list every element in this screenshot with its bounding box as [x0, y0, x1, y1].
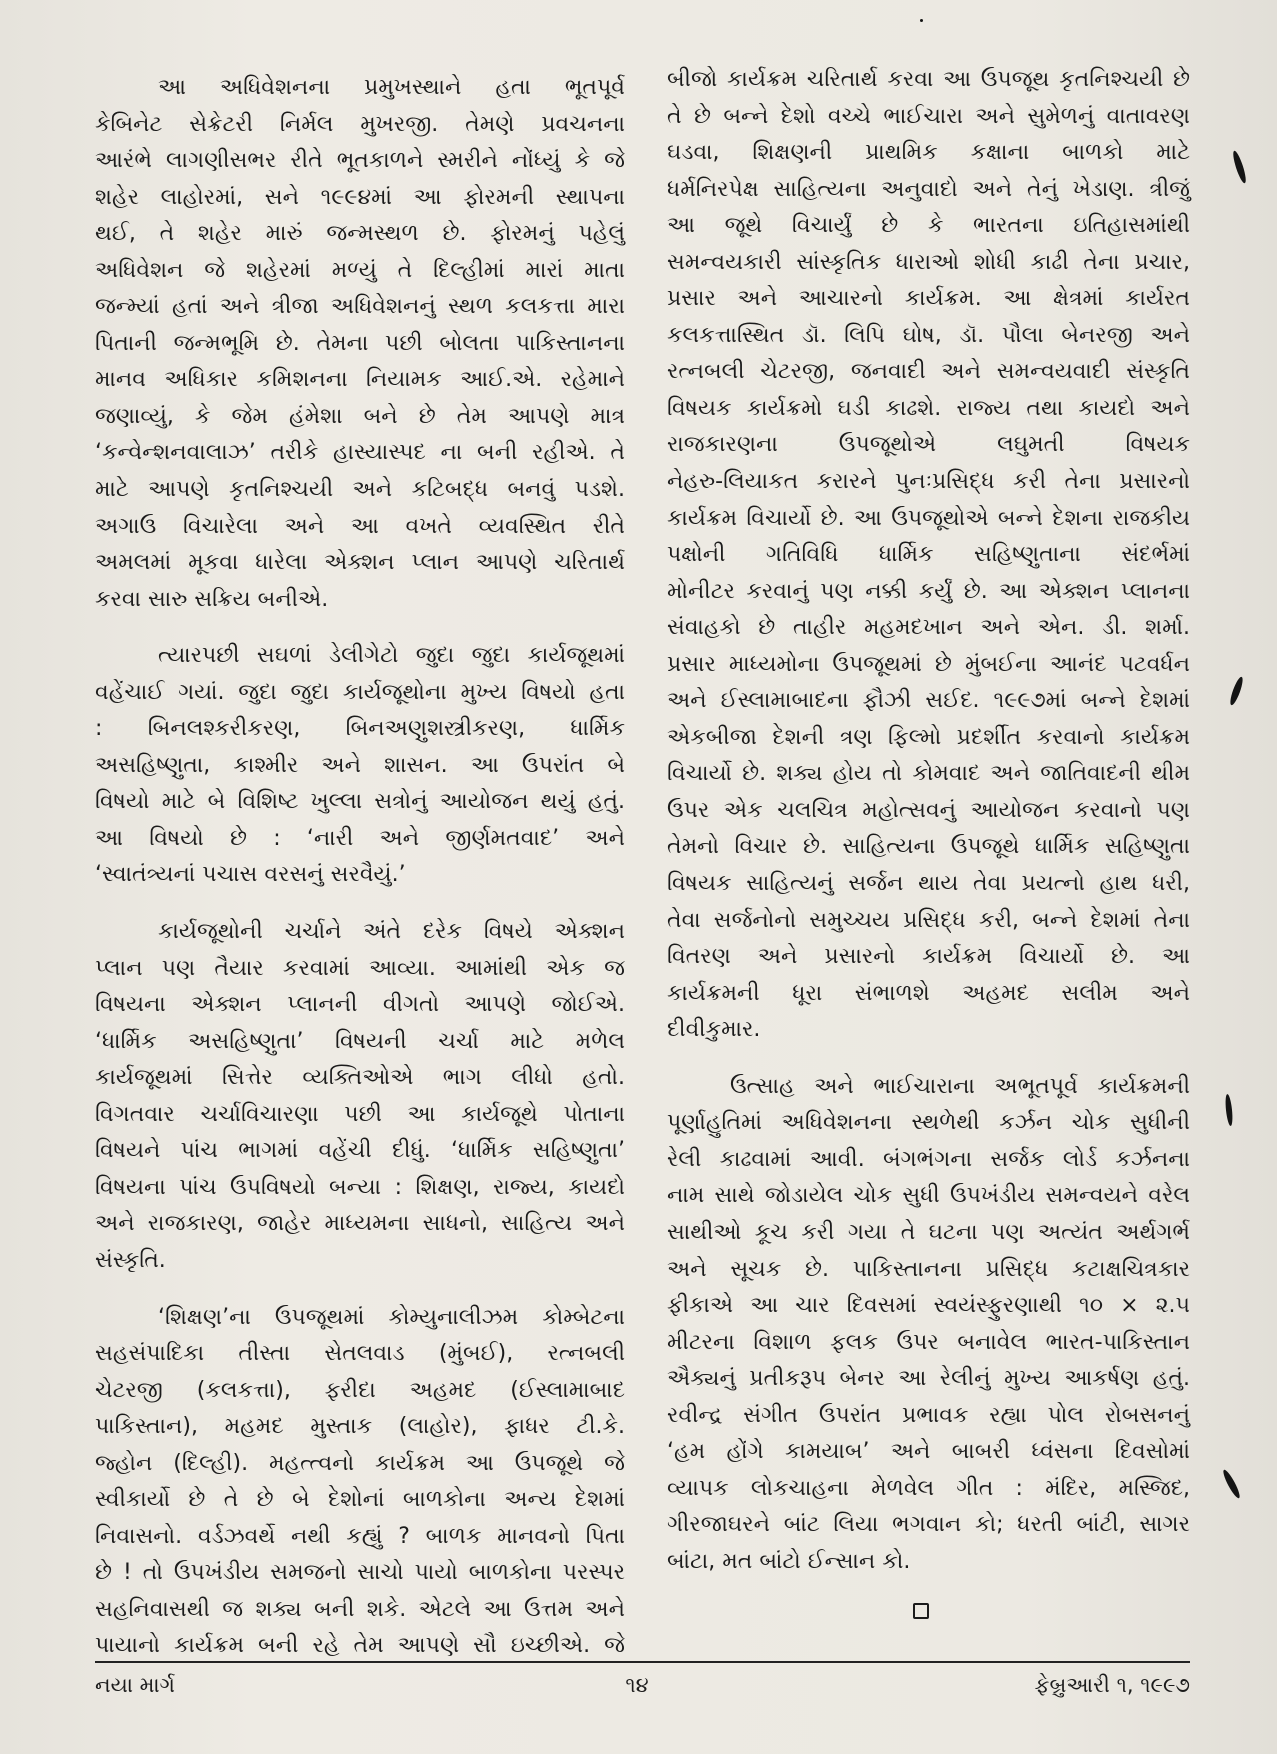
- text-line: અસહિષ્ણુતા, કાશ્મીર અને શાસન. આ ઉપરાંત બે: [95, 752, 625, 778]
- text-line: ધર્મનિરપેક્ષ સાહિત્યના અનુવાદો અને તેનું ખેડાણ. ત્રીજું: [667, 176, 1190, 202]
- text-line: નેહરુ-લિયાકત કરારને પુનઃપ્રસિદ્ધ કરી તેના પ્રસારનો: [667, 469, 1190, 495]
- right-column: [667, 62, 1190, 1600]
- text-line: પૂર્ણાહુતિમાં અધિવેશનના સ્થળેથી કર્ઝન ચોક સુધીની: [667, 1110, 1190, 1136]
- text-line: શહેર લાહોરમાં, સને ૧૯૯૪માં આ ફોરમની સ્થાપના: [95, 184, 625, 210]
- text-line: નામ સાથે જોડાયેલ ચોક સુધી ઉપખંડીય સમન્વયને વરેલ: [667, 1183, 1190, 1209]
- paragraph: [95, 1300, 625, 1665]
- text-line: કાર્યક્રમ વિચાર્યો છે. આ ઉપજૂથોએ બન્ને દેશના રાજકીય: [667, 505, 1190, 531]
- text-line: વિષયના એક્શન પ્લાનની વીગતો આપણે જોઈએ.: [95, 992, 625, 1018]
- text-line: અને ઈસ્લામાબાદના ફૌઝી સઈદ. ૧૯૯૭માં બન્ને દેશમાં: [667, 688, 1190, 714]
- text-line: કાર્યજૂથોની ચર્ચાને અંતે દરેક વિષયે એક્શન: [158, 919, 625, 945]
- scan-artifact: [1221, 1468, 1242, 1500]
- scan-artifact: [1231, 150, 1248, 184]
- text-line: અને સૂચક છે. પાકિસ્તાનના પ્રસિદ્ધ કટાક્ષચિત્રકાર: [667, 1256, 1190, 1282]
- text-line: સહસંપાદિકા તીસ્તા સેતલવાડ (મુંબઈ), રત્નબલી: [95, 1341, 625, 1367]
- scan-artifact: [1224, 1094, 1233, 1126]
- issue-date: ફેબ્રુઆરી ૧, ૧૯૯૭: [1034, 1673, 1190, 1697]
- text-line: વિષયક સાહિત્યનું સર્જન થાય તેવા પ્રયત્નો હાથ ધરી,: [667, 871, 1190, 897]
- text-line: ઉત્સાહ અને ભાઈચારાના અભૂતપૂર્વ કાર્યક્રમની: [730, 1073, 1190, 1099]
- text-line: જન્મ્યાં હતાં અને ત્રીજા અધિવેશનનું સ્થળ કલકત્તા મારા: [95, 294, 625, 320]
- text-line: તેમનો વિચાર છે. સાહિત્યના ઉપજૂથે ધાર્મિક સહિષ્ણુતા: [667, 834, 1190, 860]
- text-line: બીજો કાર્યક્રમ ચરિતાર્થ કરવા આ ઉપજૂથ કૃતનિશ્ચયી છે: [667, 67, 1190, 92]
- text-line: ફીકાએ આ ચાર દિવસમાં સ્વયંસ્ફુરણાથી ૧૦ × ૨.૫: [667, 1293, 1190, 1319]
- text-line: પાયાનો કાર્યક્રમ બની રહે તેમ આપણે સૌ ઇચ્છીએ. જે: [95, 1633, 625, 1659]
- text-line: રાજકારણના ઉપજૂથોએ લઘુમતી વિષયક: [667, 432, 1190, 458]
- text-line: અધિવેશન જે શહેરમાં મળ્યું તે દિલ્હીમાં મારાં માતા: [95, 257, 625, 283]
- text-line: સ્વીકાર્યો છે તે છે બે દેશોનાં બાળકોના અન્ય દેશમાં: [95, 1487, 625, 1513]
- text-line: વિષયના પાંચ ઉપવિષયો બન્યા : શિક્ષણ, રાજ્ય, કાયદો: [95, 1174, 625, 1200]
- text-line: ‘સ્વાતંત્ર્યનાં પચાસ વરસનું સરવૈયું.’: [95, 862, 406, 888]
- text-line: એકબીજા દેશની ત્રણ ફિલ્મો પ્રદર્શીત કરવાનો કાર્યક્રમ: [667, 724, 1190, 750]
- paragraph: [95, 914, 625, 1279]
- footer-rule: [95, 1661, 1190, 1663]
- left-column: [95, 70, 625, 1685]
- text-line: : બિનલશ્કરીકરણ, બિનઅણુશસ્ત્રીકરણ, ધાર્મિક: [95, 716, 625, 742]
- text-line: અને રાજકારણ, જાહેર માધ્યમના સાધનો, સાહિત્ય અને: [95, 1211, 625, 1237]
- text-line: આરંભે લાગણીસભર રીતે ભૂતકાળને સ્મરીને નોંધ્યું કે જે: [95, 148, 625, 174]
- text-line: છે ! તો ઉપખંડીય સમજનો સાચો પાયો બાળકોના પરસ્પર: [95, 1560, 625, 1586]
- text-line: ‘કન્વેન્શનવાલાઝ’ તરીકે હાસ્યાસ્પદ ના બની રહીએ. તે: [95, 440, 625, 466]
- text-line: મોનીટર કરવાનું પણ નક્કી કર્યું છે. આ એક્શન પ્લાનના: [667, 578, 1190, 604]
- text-line: ઘડવા, શિક્ષણની પ્રાથમિક કક્ષાના બાળકો માટે: [667, 140, 1190, 166]
- publication-name: નયા માર્ગ: [95, 1673, 175, 1697]
- text-line: ‘ધાર્મિક અસહિષ્ણુતા’ વિષયની ચર્ચા માટે મળેલ: [95, 1028, 625, 1054]
- text-line: સાથીઓ કૂચ કરી ગયા તે ઘટના પણ અત્યંત અર્થગર્ભ: [667, 1219, 1190, 1245]
- end-of-article-square-icon: [913, 1603, 929, 1619]
- text-line: આ વિષયો છે : ‘નારી અને જીર્ણમતવાદ’ અને: [95, 825, 625, 851]
- text-line: વિષયક કાર્યક્રમો ઘડી કાઢશે. રાજ્ય તથા કાયદો અને: [667, 395, 1190, 421]
- text-line: વિગતવાર ચર્ચાવિચારણા પછી આ કાર્યજૂથે પોતાના: [95, 1101, 625, 1127]
- text-line: નિવાસનો. વર્ડઝવર્થે નથી કહ્યું ? બાળક માનવનો પિતા: [95, 1523, 625, 1549]
- text-line: વિચાર્યો છે. શક્ય હોય તો કોમવાદ અને જાતિવાદની થીમ: [667, 761, 1190, 787]
- text-line: કેબિનેટ સેક્રેટરી નિર્મલ મુખરજી. તેમણે પ્રવચનના: [95, 111, 625, 137]
- text-line: અમલમાં મૂકવા ધારેલા એક્શન પ્લાન આપણે ચરિતાર્થ: [95, 550, 625, 576]
- text-line: ઉપર એક ચલચિત્ર મહોત્સવનું આયોજન કરવાનો પણ: [667, 797, 1190, 823]
- text-line: ગીરજાઘરને બાંટ લિયા ભગવાન કો; ધરતી બાંટી, સાગર: [667, 1512, 1190, 1538]
- text-line: કાર્યજૂથમાં સિત્તેર વ્યક્તિઓએ ભાગ લીધો હતો.: [95, 1065, 625, 1091]
- text-line: કરવા સારુ સક્રિય બનીએ.: [95, 586, 329, 612]
- text-line: પાકિસ્તાન), મહમદ મુસ્તાક (લાહોર), ફાધર ટી.કે.: [95, 1414, 625, 1440]
- text-line: સમન્વયકારી સાંસ્કૃતિક ધારાઓ શોધી કાઢી તેના પ્રચાર,: [667, 249, 1190, 275]
- paragraph: [667, 1069, 1190, 1581]
- text-line: ઐક્યનું પ્રતીકરૂપ બેનર આ રેલીનું મુખ્ય આકર્ષણ હતું.: [667, 1366, 1190, 1392]
- text-line: જણાવ્યું, કે જેમ હંમેશા બને છે તેમ આપણે માત્ર: [95, 403, 625, 429]
- text-line: આ અધિવેશનના પ્રમુખસ્થાને હતા ભૂતપૂર્વ: [158, 75, 625, 100]
- text-line: માટે આપણે કૃતનિશ્ચયી અને કટિબદ્ધ બનવું પડશે.: [95, 477, 625, 503]
- text-line: તેવા સર્જનોનો સમુચ્ચય પ્રસિદ્ધ કરી, બન્ને દેશમાં તેના: [667, 907, 1190, 933]
- paragraph: [95, 638, 625, 894]
- scan-artifact: [1228, 676, 1245, 707]
- text-line: પ્લાન પણ તૈયાર કરવામાં આવ્યા. આમાંથી એક જ: [95, 955, 625, 981]
- text-line: વહેંચાઈ ગયાં. જુદા જુદા કાર્યજૂથોના મુખ્ય વિષયો હતા: [95, 679, 625, 705]
- text-line: જ્હોન (દિલ્હી). મહત્ત્વનો કાર્યક્રમ આ ઉપજૂથે જે: [95, 1450, 625, 1476]
- paragraph: [95, 70, 625, 618]
- text-line: રત્નબલી ચેટરજી, જનવાદી અને સમન્વયવાદી સંસ્કૃતિ: [667, 359, 1190, 385]
- text-line: પ્રસાર માધ્યમોના ઉપજૂથમાં છે મુંબઈના આનંદ પટવર્ધન: [667, 651, 1190, 677]
- text-line: દીવીકુમાર.: [667, 1017, 761, 1043]
- text-line: રેલી કાઢવામાં આવી. બંગભંગના સર્જક લોર્ડ કર્ઝનના: [667, 1146, 1190, 1172]
- text-line: વ્યાપક લોકચાહના મેળવેલ ગીત : મંદિર, મસ્જિદ,: [667, 1475, 1190, 1501]
- text-line: તે છે બન્ને દેશો વચ્ચે ભાઈચારા અને સુમેળનું વાતાવરણ: [667, 103, 1190, 129]
- text-line: કાર્યક્રમની ધૂરા સંભાળશે અહમદ સલીમ અને: [667, 980, 1190, 1006]
- page-number: ૧૪: [625, 1673, 649, 1697]
- text-line: વિષયને પાંચ ભાગમાં વહેંચી દીધું. ‘ધાર્મિક સહિષ્ણુતા’: [95, 1138, 625, 1164]
- text-line: રવીન્દ્ર સંગીત ઉપરાંત પ્રભાવક રહ્યા પોલ રોબસનનું: [667, 1402, 1190, 1428]
- text-line: મીટરના વિશાળ ફલક ઉપર બનાવેલ ભારત-પાકિસ્તાન: [667, 1329, 1190, 1355]
- text-line: બાંટા, મત બાંટો ઈન્સાન કો.: [667, 1548, 911, 1574]
- text-line: થઈ, તે શહેર મારું જન્મસ્થળ છે. ફોરમનું પહેલું: [95, 221, 625, 247]
- text-line: સહનિવાસથી જ શક્ય બની શકે. એટલે આ ઉત્તમ અને: [95, 1596, 625, 1622]
- text-line: ‘શિક્ષણ’ના ઉપજૂથમાં કોમ્યુનાલીઝમ કોમ્બેટના: [158, 1304, 625, 1330]
- text-line: પ્રસાર અને આચારનો કાર્યક્રમ. આ ક્ષેત્રમાં કાર્યરત: [667, 286, 1190, 312]
- text-line: કલકત્તાસ્થિત ડૉ. લિપિ ઘોષ, ડૉ. પૌલા બેનરજી અને: [667, 322, 1190, 348]
- text-line: પિતાની જન્મભૂમિ છે. તેમના પછી બોલતા પાકિસ્તાનના: [95, 330, 625, 356]
- scan-artifact: [920, 19, 923, 22]
- paragraph-continued: [667, 62, 1190, 1049]
- text-line: વિતરણ અને પ્રસારનો કાર્યક્રમ વિચાર્યો છે. આ: [667, 944, 1190, 970]
- text-line: ત્યારપછી સઘળાં ડેલીગેટો જુદા જુદા કાર્યજૂથમાં: [158, 643, 625, 669]
- text-line: ચેટરજી (કલકત્તા), ફરીદા અહમદ (ઈસ્લામાબાદ: [95, 1377, 625, 1403]
- text-line: પક્ષોની ગતિવિધિ ધાર્મિક સહિષ્ણુતાના સંદર્ભમાં: [667, 542, 1190, 568]
- text-line: આ જૂથે વિચાર્યું છે કે ભારતના ઇતિહાસમાંથી: [667, 213, 1190, 239]
- text-line: વિષયો માટે બે વિશિષ્ટ ખુલ્લા સત્રોનું આયોજન થયું હતું.: [95, 789, 625, 815]
- text-line: માનવ અધિકાર કમિશનના નિયામક આઈ.એ. રહેમાને: [95, 367, 625, 393]
- text-line: સંવાહકો છે તાહીર મહમદખાન અને એન. ડી. શર્મા.: [667, 615, 1190, 641]
- text-line: ‘હમ હોંગે કામયાબ’ અને બાબરી ધ્વંસના દિવસોમાં: [667, 1439, 1190, 1465]
- text-line: સંસ્કૃતિ.: [95, 1247, 166, 1273]
- text-line: અગાઉ વિચારેલા અને આ વખતે વ્યવસ્થિત રીતે: [95, 513, 625, 539]
